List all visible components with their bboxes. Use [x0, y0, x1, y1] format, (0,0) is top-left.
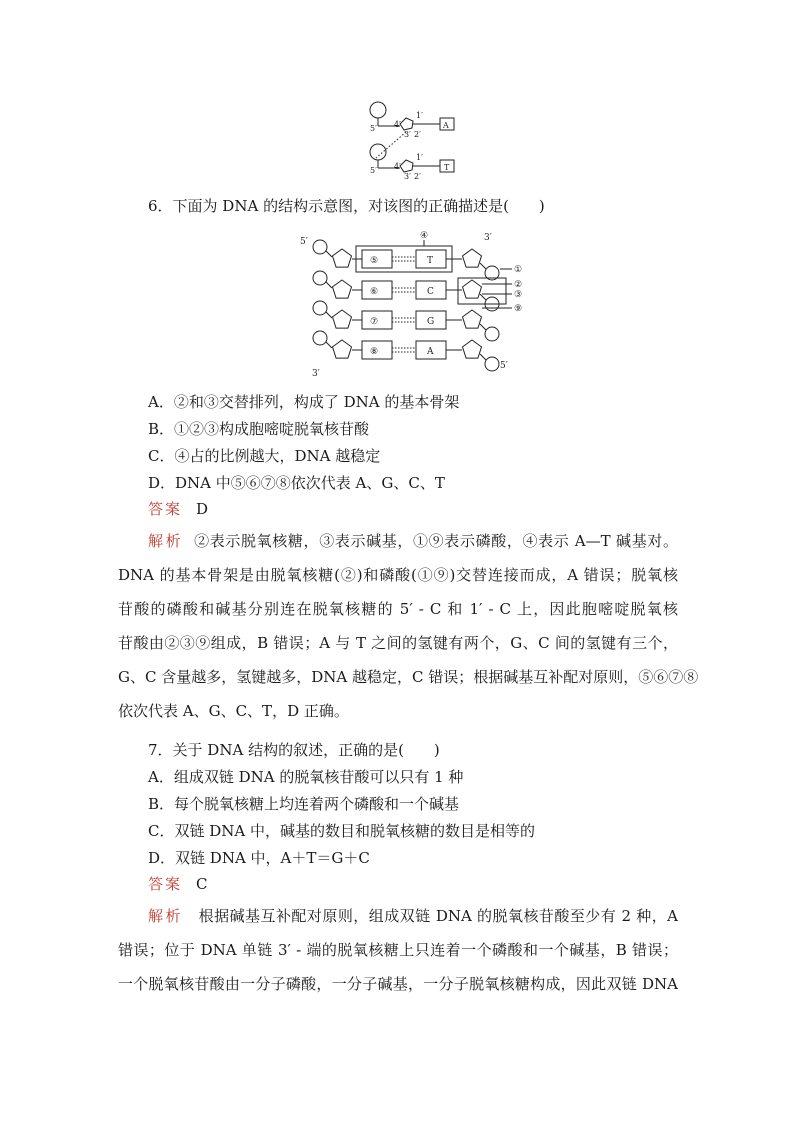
- q6-option-c: C．④占的比例越大，DNA 越稳定: [148, 447, 381, 465]
- side-label: ⑨: [514, 304, 523, 314]
- label-5prime: 5′: [370, 166, 377, 175]
- end-5prime-bottom-right: 5′: [500, 361, 508, 371]
- base-label-right: C: [427, 287, 434, 297]
- q6-option-d: D．DNA 中⑤⑥⑦⑧依次代表 A、G、C、T: [148, 474, 445, 492]
- explain-line: 依次代表 A、G、C、T，D 正确。: [118, 702, 349, 720]
- nucleotide-outline: [458, 278, 506, 304]
- label-3prime: 3′: [404, 130, 411, 139]
- sugar-pentagon-right: [463, 340, 482, 358]
- phosphate-circle: [313, 271, 327, 285]
- sugar-pentagon-right: [463, 280, 482, 298]
- label-3prime: 3′: [404, 172, 411, 181]
- phosphate-circle: [485, 327, 499, 341]
- sugar-pentagon-left: [333, 310, 352, 328]
- base-label-top: A: [443, 121, 449, 130]
- end-5prime-top-left: 5′: [300, 237, 308, 247]
- explain-label: 解析: [148, 907, 183, 925]
- sugar-pentagon-left: [333, 280, 352, 298]
- sugar-pentagon-right: [463, 249, 482, 267]
- label-1prime: 1′: [416, 153, 423, 162]
- question-6-stem: 6．下面为 DNA 的结构示意图，对该图的正确描述是( ): [148, 197, 545, 215]
- phosphate-circle: [313, 240, 327, 254]
- q6-option-a: A．②和③交替排列，构成了 DNA 的基本骨架: [148, 393, 460, 411]
- explain-line: 错误；位于 DNA 单链 3′ - 端的脱氧核糖上只连着一个磷酸和一个碱基，B 错误；: [118, 941, 678, 959]
- q7-explanation: [118, 899, 678, 1001]
- dna-structure-figure: [296, 226, 532, 382]
- phosphate-circle: [370, 102, 386, 118]
- base-label-left: ⑤: [370, 256, 379, 266]
- label-1prime: 1′: [416, 111, 423, 120]
- explain-line: 根据碱基互补配对原则，组成双链 DNA 的脱氧核苷酸至少有 2 种，A: [198, 907, 678, 925]
- question-7-stem: 7．关于 DNA 结构的叙述，正确的是( ): [148, 741, 440, 759]
- sugar-pentagon-right: [463, 310, 482, 328]
- explain-line: G、C 含量越多，氢键越多，DNA 越稳定，C 错误；根据碱基互补配对原则，⑤⑥⑦⑧: [118, 668, 699, 686]
- answer-value: C: [196, 875, 208, 893]
- base-label-right: A: [427, 347, 434, 357]
- label-4: ④: [420, 231, 429, 241]
- answer-label: 答案: [148, 875, 183, 893]
- phosphate-circle: [485, 357, 499, 371]
- q7-option-d: D．双链 DNA 中，A＋T＝G＋C: [148, 849, 370, 867]
- base-label-bottom: T: [444, 163, 450, 172]
- nucleotide-pair-figure: [366, 100, 466, 182]
- label-4prime: 4′: [394, 162, 401, 171]
- sugar-pentagon: [400, 118, 413, 130]
- base-label-left: ⑧: [370, 347, 379, 357]
- q7-option-b: B．每个脱氧核糖上均连着两个磷酸和一个碱基: [148, 795, 460, 813]
- explain-line: ②表示脱氧核糖，③表示碱基，①⑨表示磷酸，④表示 A—T 碱基对。: [194, 532, 678, 550]
- explain-label: 解析: [148, 532, 184, 550]
- side-label: ②: [514, 280, 523, 290]
- base-label-left: ⑥: [370, 287, 379, 297]
- q7-option-a: A．组成双链 DNA 的脱氧核苷酸可以只有 1 种: [148, 768, 464, 786]
- sugar-pentagon: [400, 160, 413, 172]
- label-5prime: 5′: [370, 124, 377, 133]
- label-2prime: 2′: [414, 130, 421, 139]
- end-3prime-bottom-left: 3′: [312, 369, 320, 379]
- base-label-right: G: [427, 317, 435, 327]
- phosphate-circle: [313, 331, 327, 345]
- end-3prime-top-right: 3′: [484, 233, 492, 243]
- label-4prime: 4′: [394, 120, 401, 129]
- explain-line: 一个脱氧核苷酸由一分子磷酸，一分子碱基，一分子脱氧核糖构成，因此双链 DNA: [118, 975, 678, 993]
- q7-option-c: C．双链 DNA 中，碱基的数目和脱氧核糖的数目是相等的: [148, 822, 535, 840]
- explain-line: 苷酸的磷酸和碱基分别连在脱氧核糖的 5′ - C 和 1′ - C 上，因此胞嘧啶脱氧核: [118, 600, 678, 618]
- q6-answer: [148, 499, 208, 519]
- side-label: ①: [514, 265, 523, 275]
- label-2prime: 2′: [414, 172, 421, 181]
- phosphate-circle: [313, 301, 327, 315]
- sugar-pentagon-left: [333, 340, 352, 358]
- base-label-right: T: [427, 256, 434, 266]
- explain-line: DNA 的基本骨架是由脱氧核糖(②)和磷酸(①⑨)交替连接而成，A 错误；脱氧核: [118, 566, 678, 584]
- side-label: ③: [514, 290, 523, 300]
- answer-value: D: [196, 500, 209, 518]
- base-label-left: ⑦: [370, 317, 379, 327]
- q6-explanation: [118, 524, 699, 728]
- answer-label: 答案: [148, 500, 183, 518]
- sugar-pentagon-left: [333, 249, 352, 267]
- q6-option-b: B．①②③构成胞嘧啶脱氧核苷酸: [148, 420, 370, 438]
- explain-line: 苷酸由②③⑨组成，B 错误；A 与 T 之间的氢键有两个，G、C 间的氢键有三个，: [118, 634, 678, 652]
- phosphate-circle: [370, 144, 386, 160]
- q7-answer: [148, 874, 208, 894]
